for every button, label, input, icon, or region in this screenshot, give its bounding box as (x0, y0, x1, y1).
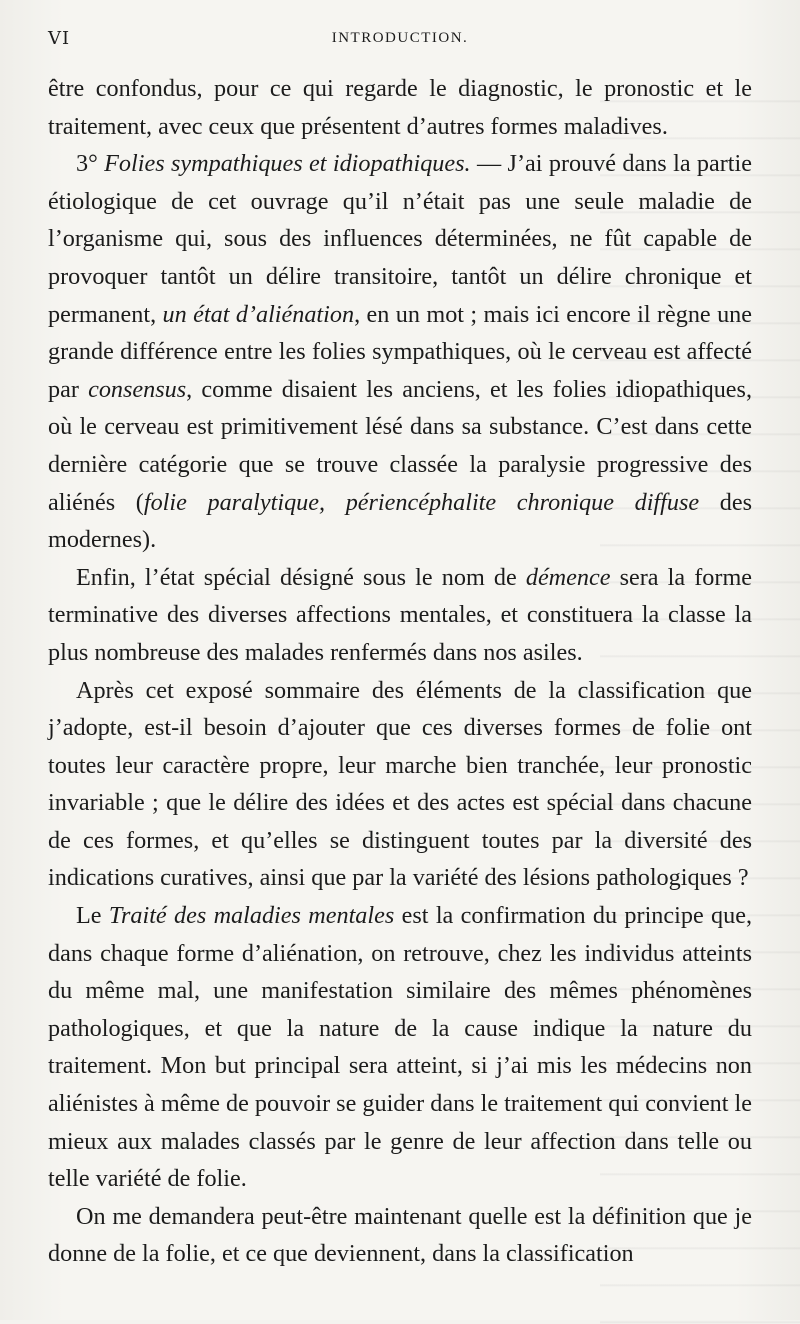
book-title-italic: Traité des maladies mentales (108, 902, 395, 930)
text-segment: On me demandera peut-être maintenant quelle est la définition que je donne de la folie, et ce que deviennent, dans la classification (48, 1202, 752, 1268)
text-segment: , en un mot ; mais ici encore il règne une grande différence entre les folies sympathiques, où le cerveau est affecté par (48, 300, 753, 403)
paragraph-dementia (48, 559, 752, 672)
section-heading-italic: Folies sympathiques et idiopathiques. (104, 150, 471, 178)
text-segment: est la confirmation du principe que, dans chaque forme d’aliénation, on retrouve, chez les individus atteints du même mal, une manifestation similaire des mêmes phénomènes pathologiques, et que la nature de la cause indique la nature du traitement. Mon but principal sera atteint, si j’ai mis les médecins non aliénistes à même de pouvoir se guider dans le traitement qui convient le mieux aux malades classés par le genre de leur affection dans telle ou telle variété de folie. (48, 902, 752, 1193)
paragraph-traite (48, 897, 752, 1198)
paragraph-classification-summary (48, 672, 752, 898)
text-segment: 3° (76, 150, 105, 178)
page-header (48, 28, 752, 52)
text-segment: — J’ai prouvé dans la partie étiologique de cet ouvrage qu’il n’était pas une seule maladie de l’organisme qui, sous des influences déterminées, ne fût capable de provoquer tantôt un délire transitoire, tantôt un délire chronique et permanent, (48, 150, 752, 328)
text-segment: être confondus, pour ce qui regarde le diagnostic, le pronostic et le traitement, avec ceux que présentent d’autres formes maladives. (48, 75, 752, 140)
paragraph-continuation (48, 70, 752, 145)
text-segment: Le (76, 902, 109, 930)
italic-phrase: folie paralytique, périencéphalite chronique diffuse (143, 488, 700, 516)
text-segment: des modernes). (48, 488, 752, 554)
running-head: INTRODUCTION. (331, 30, 469, 46)
text-segment: Enfin, l’état spécial désigné sous le nom de (76, 563, 526, 591)
text-segment: Après cet exposé sommaire des éléments de la classification que j’adopte, est-il besoin d’ajouter que ces diverses formes de folie ont toutes leur caractère propre, leur marche bien tranchée, leur pronostic invariable ; que le délire des idées et des actes est spécial dans chacune de ces formes, et qu’elles se distinguent toutes par la diversité des indications curatives, ainsi que par la variété des lésions pathologiques ? (48, 676, 752, 892)
italic-phrase: un état d’aliénation (162, 300, 355, 328)
page-number: VI (48, 28, 71, 49)
italic-phrase: consensus (88, 375, 187, 403)
text-segment: , comme disaient les anciens, et les folies idiopathiques, où le cerveau est primitivement lésé dans sa substance. C’est dans cette dernière catégorie que se trouve classée la paralysie progressive des aliénés ( (48, 375, 752, 516)
paragraph-definition (48, 1198, 752, 1273)
italic-phrase: démence (525, 563, 611, 591)
body-text (48, 70, 752, 1273)
paragraph-sympathetic-idiopathic (48, 145, 752, 559)
text-segment: sera la forme terminative des diverses affections mentales, et constituera la classe la plus nombreuse des malades renfermés dans nos asiles. (48, 563, 752, 666)
